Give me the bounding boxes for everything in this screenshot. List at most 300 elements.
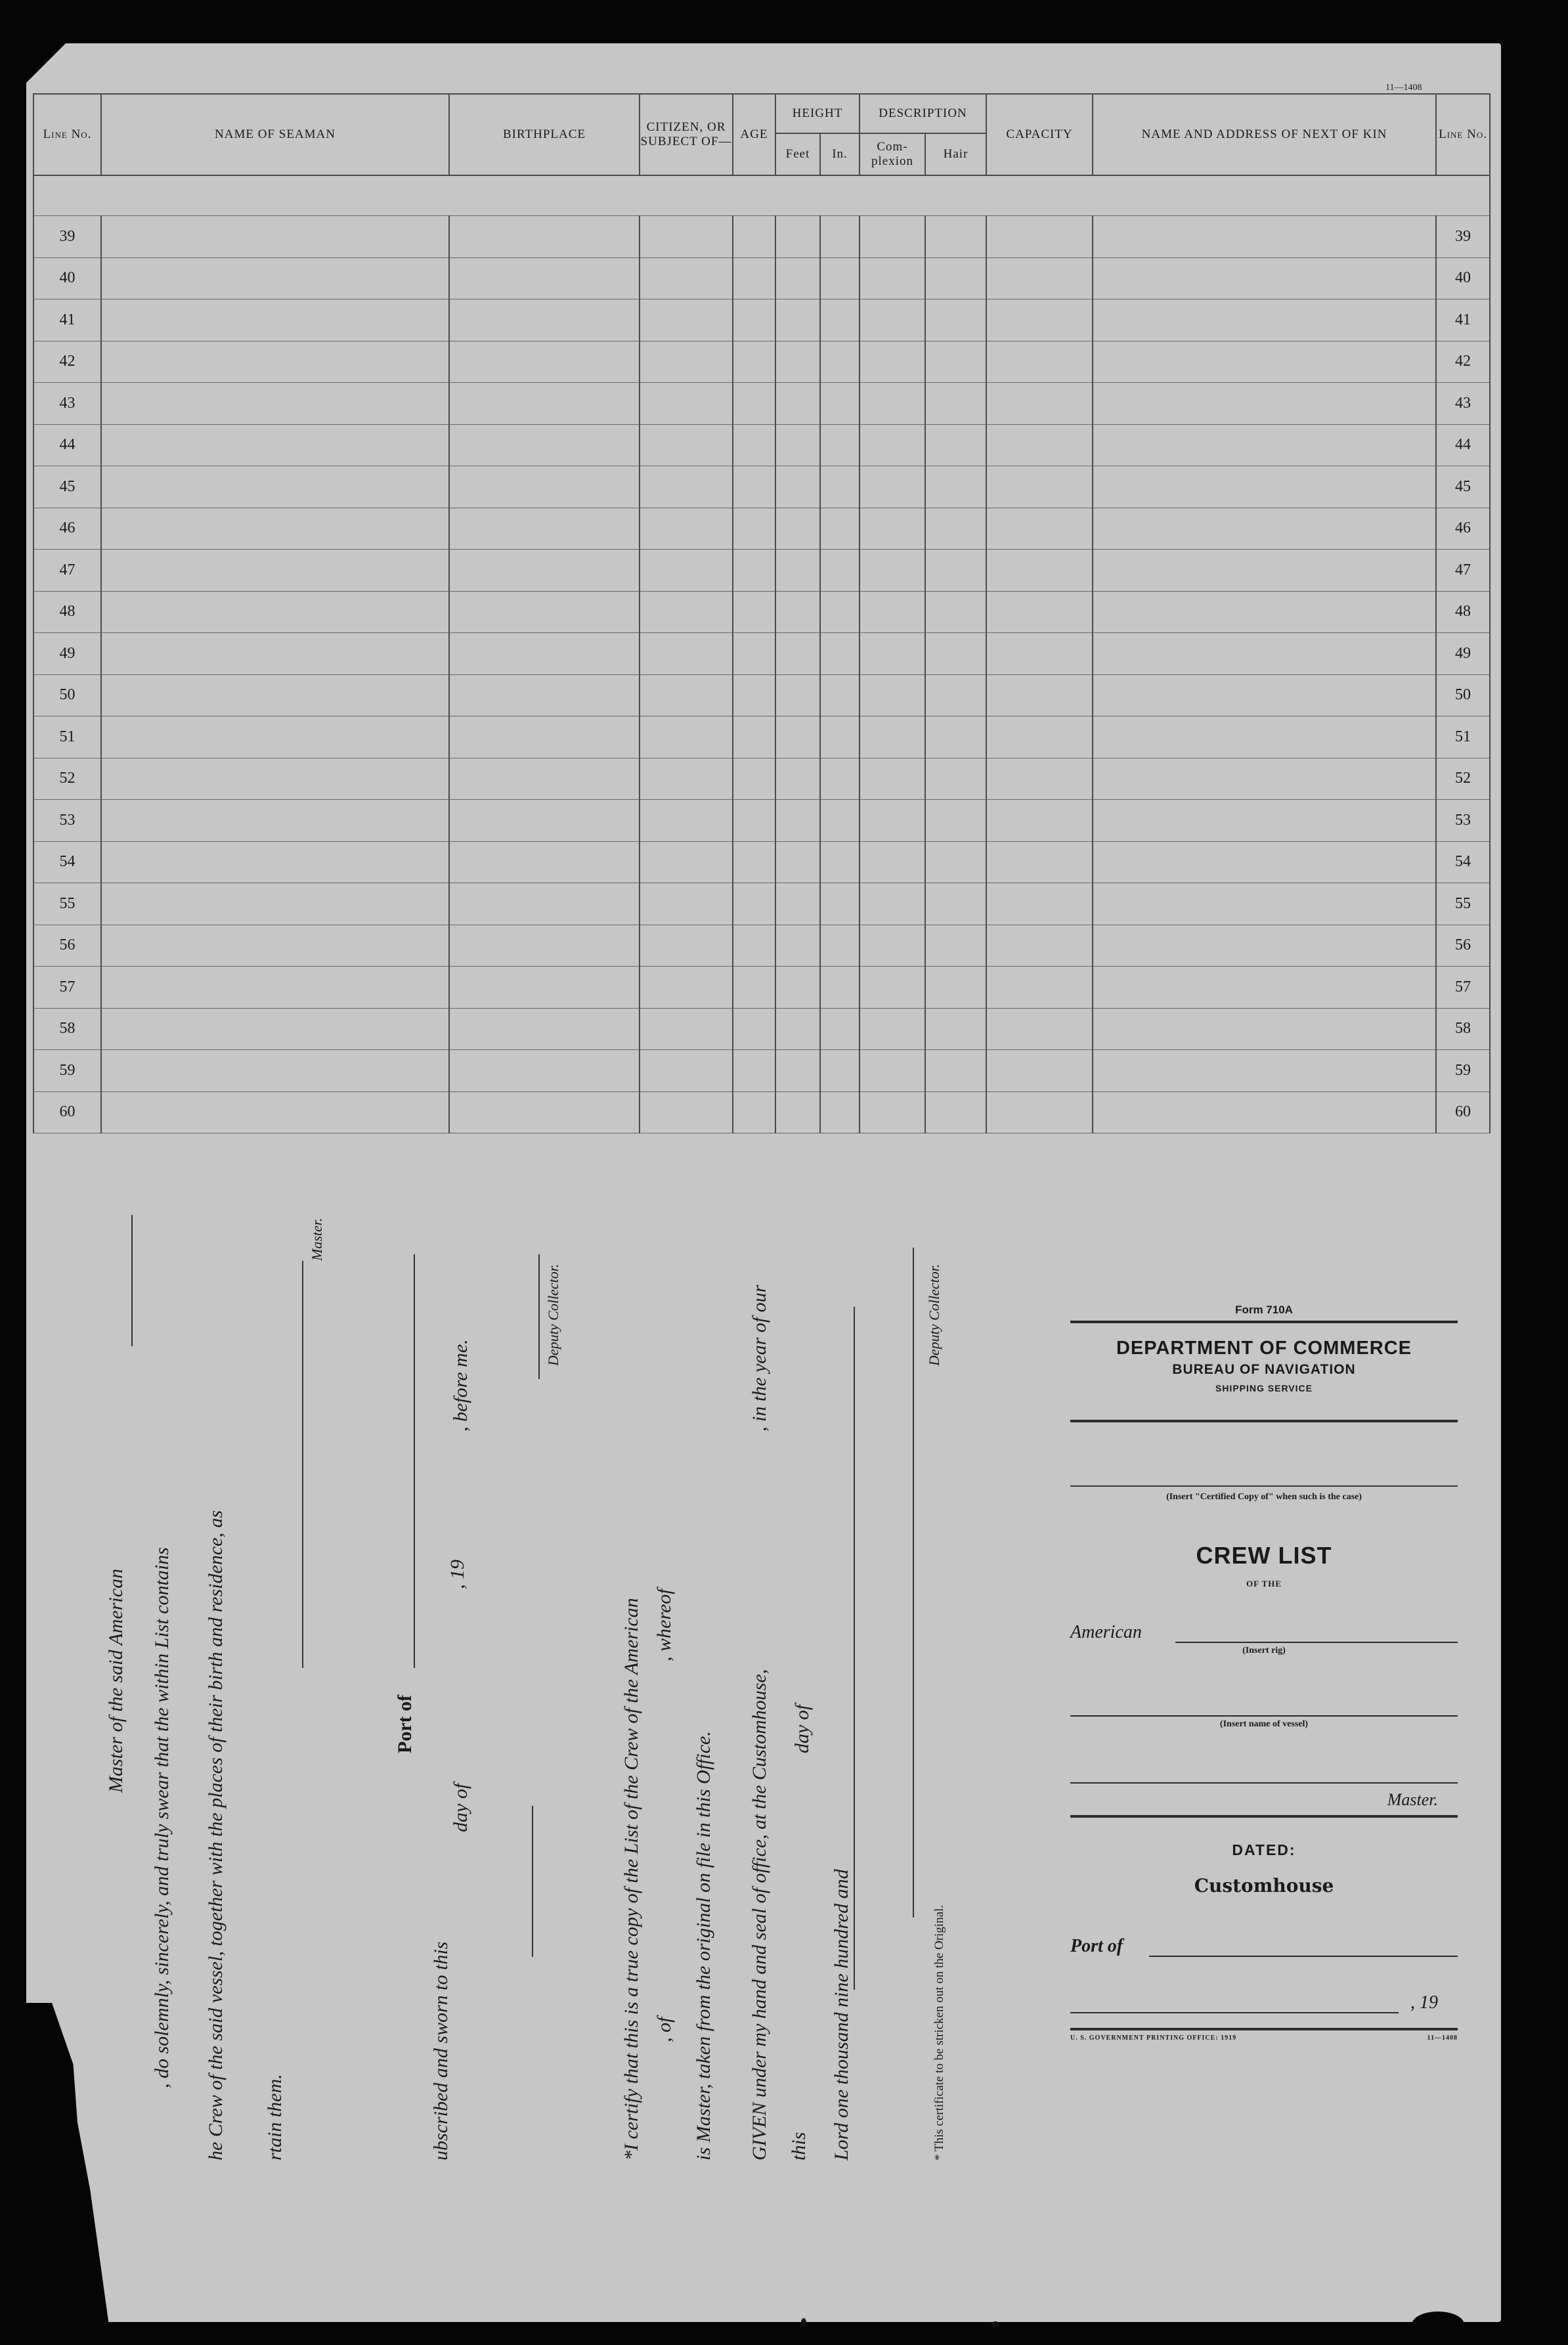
blank-cell <box>733 508 775 550</box>
blank-cell <box>733 674 775 716</box>
blank-cell <box>860 591 925 633</box>
blank-cell <box>449 716 640 758</box>
blank-cell <box>449 967 640 1009</box>
blank-cell <box>820 383 860 425</box>
blank-cell <box>986 383 1093 425</box>
cert-in-year: , in the year of our <box>749 1284 770 1432</box>
blank-cell <box>101 800 449 842</box>
blank-cell <box>449 591 640 633</box>
cert-is-master: is Master, taken from the original on file in this Office. <box>693 1731 714 2160</box>
blank-cell <box>733 383 775 425</box>
blank-cell <box>449 1050 640 1092</box>
header-next-of-kin: NAME AND ADDRESS OF NEXT OF KIN <box>1093 94 1436 175</box>
header-description: DESCRIPTION <box>860 94 986 133</box>
blank-cell <box>640 216 733 258</box>
line-number-right: 55 <box>1436 883 1490 925</box>
blank-cell <box>1093 1091 1436 1133</box>
dept-rule <box>1070 1420 1458 1422</box>
line-number: 51 <box>33 716 101 758</box>
blank-cell <box>640 800 733 842</box>
blank-cell <box>775 508 820 550</box>
blank-cell <box>860 550 925 592</box>
blank-cell <box>925 633 986 675</box>
line-number: 41 <box>33 299 101 341</box>
cert-col3: rtain them. <box>264 2074 286 2160</box>
blank-cell <box>925 674 986 716</box>
blank-cell <box>733 758 775 800</box>
line-number: 57 <box>33 967 101 1009</box>
blank-cell <box>775 216 820 258</box>
blank-cell <box>449 883 640 925</box>
blank-cell <box>820 550 860 592</box>
cert-footnote: * This certificate to be stricken out on the Original. <box>932 1904 946 2160</box>
department-title: DEPARTMENT OF COMMERCE <box>1116 1338 1412 1359</box>
blank-cell <box>860 841 925 883</box>
blank-cell <box>1093 257 1436 299</box>
blank-cell <box>733 257 775 299</box>
blank-cell <box>640 674 733 716</box>
blank-cell <box>1093 800 1436 842</box>
blank-cell <box>986 758 1093 800</box>
bottom-form-code: 11—1408 <box>1427 2034 1458 2042</box>
line-number-right: 52 <box>1436 758 1490 800</box>
line-number-right: 54 <box>1436 841 1490 883</box>
blank-cell <box>820 216 860 258</box>
blank-cell <box>925 257 986 299</box>
line-number: 60 <box>33 1091 101 1133</box>
table-row <box>33 883 1490 925</box>
blank-cell <box>820 925 860 967</box>
table-row <box>33 383 1490 425</box>
blank-cell <box>775 424 820 466</box>
blank-cell <box>449 1091 640 1133</box>
blank-cell <box>449 1008 640 1050</box>
blank-cell <box>860 758 925 800</box>
blank-cell <box>449 424 640 466</box>
blank-cell <box>986 466 1093 508</box>
blank-cell <box>986 716 1093 758</box>
blank-cell <box>1093 383 1436 425</box>
blank-cell <box>101 216 449 258</box>
blank-cell <box>101 674 449 716</box>
blank-cell <box>986 299 1093 341</box>
form-code-top: 11—1408 <box>1385 83 1422 93</box>
blank-cell <box>1093 967 1436 1009</box>
blank-cell <box>986 216 1093 258</box>
header-line-no-right: Line No. <box>1436 94 1490 175</box>
blank-cell <box>860 508 925 550</box>
blank-cell <box>775 674 820 716</box>
blank-cell <box>986 674 1093 716</box>
blank-cell <box>733 883 775 925</box>
rig-field <box>1070 1609 1458 1646</box>
header-height: HEIGHT <box>775 94 860 133</box>
blank-cell <box>733 925 775 967</box>
blank-cell <box>640 883 733 925</box>
line-number-right: 53 <box>1436 800 1490 842</box>
blank-cell <box>820 1050 860 1092</box>
table-row <box>33 257 1490 299</box>
blank-cell <box>860 341 925 383</box>
table-row <box>33 216 1490 258</box>
blank-cell <box>1093 591 1436 633</box>
blank-cell <box>775 341 820 383</box>
blank-cell <box>925 299 986 341</box>
blank-cell <box>733 1050 775 1092</box>
blank-cell <box>775 550 820 592</box>
blank-cell <box>101 1050 449 1092</box>
blank-cell <box>775 758 820 800</box>
blank-cell <box>449 800 640 842</box>
blank-cell <box>775 883 820 925</box>
blank-cell <box>775 800 820 842</box>
blank-cell <box>449 466 640 508</box>
blank-cell <box>1093 716 1436 758</box>
blank-cell <box>925 883 986 925</box>
blank-cell <box>449 508 640 550</box>
blank-cell <box>925 1091 986 1133</box>
cert-certify: *I certify that this is a true copy of the List of the Crew of the American <box>621 1598 642 2160</box>
blank-cell <box>820 883 860 925</box>
line-number-right: 43 <box>1436 383 1490 425</box>
blank-cell <box>640 424 733 466</box>
blank-cell <box>925 424 986 466</box>
blank-cell <box>101 424 449 466</box>
of-the: OF THE <box>1246 1579 1282 1589</box>
blank-cell <box>449 758 640 800</box>
blank-cell <box>925 508 986 550</box>
shipping-service: SHIPPING SERVICE <box>1215 1383 1313 1393</box>
cert-of: , of <box>653 2017 675 2042</box>
blank-cell <box>860 383 925 425</box>
cert-day-of: day of <box>450 1783 471 1832</box>
blank-cell <box>733 299 775 341</box>
line-number: 43 <box>33 383 101 425</box>
table-row <box>33 758 1490 800</box>
blank-cell <box>986 591 1093 633</box>
table-row <box>33 800 1490 842</box>
cert-port-of: Port of <box>394 1694 416 1753</box>
blank-cell <box>640 1008 733 1050</box>
header-line-no: Line No. <box>33 94 101 175</box>
blank-cell <box>640 591 733 633</box>
blank-cell <box>986 967 1093 1009</box>
master-field <box>1070 1782 1458 1815</box>
ink-speck <box>991 2321 999 2328</box>
line-number-right: 50 <box>1436 674 1490 716</box>
blank-cell <box>449 674 640 716</box>
certificate-block <box>72 1215 1018 2180</box>
blank-cell <box>860 1091 925 1133</box>
blank-cell <box>860 466 925 508</box>
line-number: 47 <box>33 550 101 592</box>
blank-cell <box>449 550 640 592</box>
blank-cell <box>986 257 1093 299</box>
blank-cell <box>925 967 986 1009</box>
blank-cell <box>775 466 820 508</box>
header-name: NAME OF SEAMAN <box>101 94 449 175</box>
line-number-right: 58 <box>1436 1008 1490 1050</box>
line-number-right: 42 <box>1436 341 1490 383</box>
cert-master: Master. <box>309 1217 325 1261</box>
blank-cell <box>775 1091 820 1133</box>
blank-cell <box>733 550 775 592</box>
line-number-right: 56 <box>1436 925 1490 967</box>
line-number-right: 41 <box>1436 299 1490 341</box>
line-number: 56 <box>33 925 101 967</box>
blank-cell <box>775 841 820 883</box>
blank-cell <box>101 633 449 675</box>
blank-cell <box>925 841 986 883</box>
blank-cell <box>820 841 860 883</box>
cert-sworn: ubscribed and sworn to this <box>430 1941 452 2160</box>
blank-cell <box>101 466 449 508</box>
line-number: 45 <box>33 466 101 508</box>
port-field <box>1070 1923 1458 1960</box>
blank-cell <box>640 967 733 1009</box>
blank-cell <box>820 299 860 341</box>
line-number: 40 <box>33 257 101 299</box>
blank-cell <box>820 341 860 383</box>
blank-cell <box>860 257 925 299</box>
blank-cell <box>925 466 986 508</box>
line-number: 49 <box>33 633 101 675</box>
blank-cell <box>1093 633 1436 675</box>
blank-cell <box>1093 550 1436 592</box>
blank-cell <box>640 633 733 675</box>
top-rule <box>1070 1321 1458 1323</box>
cert-this: this <box>788 2132 810 2160</box>
line-number: 42 <box>33 341 101 383</box>
blank-cell <box>820 1008 860 1050</box>
line-number-right: 51 <box>1436 716 1490 758</box>
blank-cell <box>449 841 640 883</box>
blank-cell <box>101 841 449 883</box>
blank-cell <box>986 341 1093 383</box>
blank-cell <box>449 299 640 341</box>
table-row <box>33 508 1490 550</box>
blank-cell <box>986 508 1093 550</box>
blank-cell <box>820 758 860 800</box>
blank-cell <box>733 841 775 883</box>
cert-deputy-1: Deputy Collector. <box>545 1263 561 1366</box>
blank-cell <box>986 1008 1093 1050</box>
blank-cell <box>640 1091 733 1133</box>
table-row <box>33 925 1490 967</box>
blank-cell <box>925 800 986 842</box>
blank-cell <box>733 716 775 758</box>
blank-cell <box>101 758 449 800</box>
insert-rig-note: (Insert rig) <box>1242 1646 1286 1655</box>
line-number-right: 45 <box>1436 466 1490 508</box>
header-complexion: Com- plexion <box>860 133 925 175</box>
table-row <box>33 591 1490 633</box>
ink-blot <box>1412 2312 1464 2338</box>
table-row <box>33 424 1490 466</box>
crew-table <box>33 93 1491 1133</box>
blank-cell <box>925 383 986 425</box>
blank-cell <box>860 216 925 258</box>
blank-cell <box>449 257 640 299</box>
table-row <box>33 1008 1490 1050</box>
cert-col2: he Crew of the said vessel, together with the places of their birth and residence, as <box>205 1510 227 2160</box>
blank-cell <box>640 1050 733 1092</box>
blank-cell <box>640 508 733 550</box>
blank-cell <box>101 925 449 967</box>
blank-cell <box>925 716 986 758</box>
blank-cell <box>640 299 733 341</box>
table-row <box>33 633 1490 675</box>
blank-cell <box>101 591 449 633</box>
table-row <box>33 550 1490 592</box>
customhouse-label: Customhouse <box>1194 1875 1334 1896</box>
blank-cell <box>733 216 775 258</box>
blank-cell <box>986 800 1093 842</box>
blank-cell <box>775 1008 820 1050</box>
header-age: AGE <box>733 94 775 175</box>
year-label: , 19 <box>1410 1992 1438 2013</box>
blank-cell <box>775 967 820 1009</box>
blank-cell <box>860 633 925 675</box>
blank-cell <box>733 1091 775 1133</box>
blank-cell <box>733 633 775 675</box>
line-number-right: 49 <box>1436 633 1490 675</box>
blank-cell <box>1093 508 1436 550</box>
american-label: American <box>1070 1622 1142 1642</box>
table-row <box>33 299 1490 341</box>
blank-cell <box>101 1008 449 1050</box>
blank-cell <box>860 967 925 1009</box>
table-row <box>33 716 1490 758</box>
blank-cell <box>775 383 820 425</box>
line-number: 54 <box>33 841 101 883</box>
bottom-rule <box>1070 2028 1458 2030</box>
blank-cell <box>775 591 820 633</box>
line-number-right: 47 <box>1436 550 1490 592</box>
blank-cell <box>101 967 449 1009</box>
blank-cell <box>640 925 733 967</box>
blank-cell <box>640 341 733 383</box>
bureau-title: BUREAU OF NAVIGATION <box>1172 1362 1356 1377</box>
blank-cell <box>733 1008 775 1050</box>
blank-cell <box>775 716 820 758</box>
blank-cell <box>860 299 925 341</box>
blank-cell <box>640 550 733 592</box>
master-rule <box>1070 1815 1458 1818</box>
master-label: Master. <box>1387 1790 1438 1809</box>
blank-cell <box>640 383 733 425</box>
blank-cell <box>925 341 986 383</box>
blank-cell <box>1093 883 1436 925</box>
table-row <box>33 841 1490 883</box>
blank-cell <box>1093 758 1436 800</box>
cert-given: GIVEN under my hand and seal of office, at the Customhouse, <box>749 1669 770 2160</box>
port-of-label: Port of <box>1070 1936 1123 1956</box>
blank-cell <box>1093 925 1436 967</box>
blank-cell <box>1093 216 1436 258</box>
blank-cell <box>925 925 986 967</box>
header-feet: Feet <box>775 133 820 175</box>
blank-cell <box>820 633 860 675</box>
blank-cell <box>820 591 860 633</box>
blank-cell <box>640 716 733 758</box>
line-number-right: 44 <box>1436 424 1490 466</box>
folded-corner <box>26 43 66 83</box>
date-field <box>1070 1979 1458 2016</box>
blank-cell <box>640 466 733 508</box>
blank-cell <box>860 1050 925 1092</box>
blank-cell <box>986 424 1093 466</box>
blank-cell <box>733 591 775 633</box>
blank-cell <box>925 758 986 800</box>
line-number-right: 57 <box>1436 967 1490 1009</box>
blank-cell <box>101 299 449 341</box>
blank-cell <box>640 841 733 883</box>
blank-cell <box>1093 674 1436 716</box>
blank-cell <box>986 1091 1093 1133</box>
line-number-right: 46 <box>1436 508 1490 550</box>
cert-before-me: , before me. <box>450 1339 471 1432</box>
line-number: 44 <box>33 424 101 466</box>
blank-cell <box>860 674 925 716</box>
cert-day-of-2: day of <box>791 1704 813 1753</box>
blank-cell <box>101 716 449 758</box>
blank-cell <box>1093 424 1436 466</box>
blank-cell <box>860 424 925 466</box>
line-number: 53 <box>33 800 101 842</box>
blank-cell <box>820 424 860 466</box>
blank-cell <box>986 550 1093 592</box>
blank-cell <box>820 257 860 299</box>
blank-cell <box>820 967 860 1009</box>
blank-cell <box>1093 341 1436 383</box>
table-row <box>33 1050 1490 1092</box>
cert-whereof: , whereof <box>653 1589 675 1661</box>
blank-cell <box>1093 841 1436 883</box>
blank-cell <box>775 925 820 967</box>
table-row <box>33 341 1490 383</box>
table-row <box>33 466 1490 508</box>
line-number: 52 <box>33 758 101 800</box>
blank-cell <box>860 925 925 967</box>
blank-cell <box>101 508 449 550</box>
blank-cell <box>860 883 925 925</box>
vessel-name-field <box>1070 1682 1458 1719</box>
crew-list-title: CREW LIST <box>1196 1542 1332 1569</box>
blank-cell <box>860 800 925 842</box>
printing-office <box>1070 2034 1458 2042</box>
cert-deputy-2: Deputy Collector. <box>926 1263 942 1366</box>
blank-cell <box>986 925 1093 967</box>
line-number: 48 <box>33 591 101 633</box>
blank-cell <box>925 1050 986 1092</box>
header-hair: Hair <box>925 133 986 175</box>
blank-cell <box>820 466 860 508</box>
line-number: 39 <box>33 216 101 258</box>
blank-cell <box>925 550 986 592</box>
header-capacity: CAPACITY <box>986 94 1093 175</box>
line-number: 55 <box>33 883 101 925</box>
blank-cell <box>775 257 820 299</box>
blank-cell <box>101 257 449 299</box>
line-number-right: 59 <box>1436 1050 1490 1092</box>
cert-col1b: , do solemnly, sincerely, and truly swear that the within List contains <box>151 1547 173 2088</box>
blank-cell <box>820 1091 860 1133</box>
blank-cell <box>775 1050 820 1092</box>
blank-cell <box>1093 1008 1436 1050</box>
blank-cell <box>820 674 860 716</box>
line-number-right: 39 <box>1436 216 1490 258</box>
